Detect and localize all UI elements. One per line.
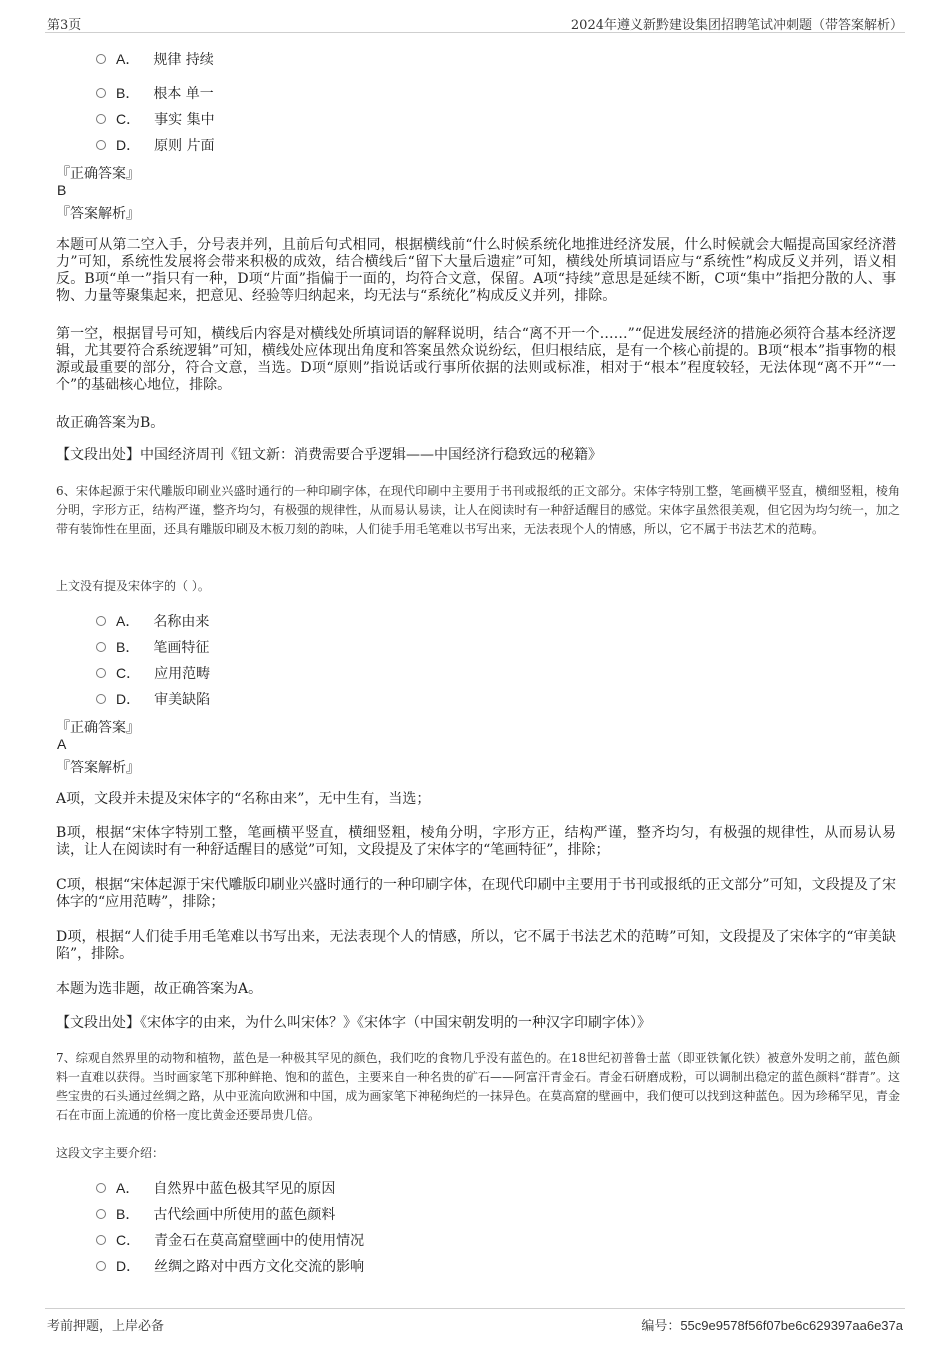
q6-source: 【文段出处】《宋体字的由来，为什么叫宋体？》《宋体字（中国宋朝发明的一种汉字印刷字体）》 xyxy=(56,1015,651,1031)
radio-icon[interactable] xyxy=(96,1183,106,1193)
radio-icon[interactable] xyxy=(96,642,106,652)
q7-question-text: 7、综观自然界里的动物和植物，蓝色是一种极其罕见的颜色，我们吃的食物几乎没有蓝色的。在18世纪初普鲁士蓝（即亚铁氰化铁）被意外发明之前，蓝色颜料一直难以获得。当时画家笔下那种鲜艳、饱和的蓝色，主要来自一种名贵的矿石——阿富汗青金石。青金石研磨成粉，可以调制出稳定的蓝色颜料“群青”。这些宝贵的石头通过丝绸之路，从中亚流向欧洲和中国，成为画家笔下神秘绚烂的一抹异色。在莫高窟的壁画中，我们便可以找到这种蓝色。因为珍稀罕见，青金石在市面上流通的价格一度比黄金还要昂贵几倍。 xyxy=(56,1051,900,1122)
radio-icon[interactable] xyxy=(96,668,106,678)
q5-option-a[interactable]: A． 规律 持续 xyxy=(96,49,214,69)
q7-option-b[interactable]: B． 古代绘画中所使用的蓝色颜料 xyxy=(96,1204,335,1224)
q6-analysis-paragraph: C项，根据“宋体起源于宋代雕版印刷业兴盛时通行的一种印刷字体，在现代印刷中主要用于书刊或报纸的正文部分”可知，文段提及了宋体字的“应用范畴”，排除； xyxy=(56,877,896,910)
q6-analysis-conclusion: 本题为选非题，故正确答案为A。 xyxy=(56,981,263,997)
q6-answer-label: 『正确答案』 xyxy=(56,720,140,736)
radio-icon[interactable] xyxy=(96,1261,106,1271)
radio-icon[interactable] xyxy=(96,616,106,626)
q7-prompt: 这段文字主要介绍： xyxy=(56,1146,165,1160)
document-id-label: 编号： xyxy=(641,1319,681,1334)
q5-source: 【文段出处】中国经济周刊《钮文新：消费需要合乎逻辑——中国经济行稳致远的秘籍》 xyxy=(56,447,602,463)
radio-icon[interactable] xyxy=(96,1209,106,1219)
q5-analysis-paragraph: 本题可从第二空入手，分号表并列，且前后句式相同，根据横线前“什么时候系统化地推进经济发展，什么时候就会大幅提高国家经济潜力”可知，系统性发展将会带来积极的成效，结合横线后“留下大量后遗症”可知，横线处所填词语应与“系统性”构成反义并列，语义相反。B项“单一”指只有一种，D项“片面”指偏于一面的，均符合文意，保留。A项“持续”意思是延续不断，C项“集中”指把分散的人、事物、力量等聚集起来，把意见、经验等归纳起来，均无法与“系统化”构成反义并列，排除。 xyxy=(56,237,896,304)
q5-option-b[interactable]: B． 根本 单一 xyxy=(96,83,214,103)
q6-analysis-paragraph: A项，文段并未提及宋体字的“名称由来”，无中生有，当选； xyxy=(56,791,431,807)
q5-answer: B xyxy=(57,182,67,198)
q6-option-a[interactable]: A． 名称由来 xyxy=(96,611,209,631)
q6-answer: A xyxy=(57,736,67,752)
q6-question-text: 6、宋体起源于宋代雕版印刷业兴盛时通行的一种印刷字体，在现代印刷中主要用于书刊或报纸的正文部分。宋体字特别工整，笔画横平竖直，横细竖粗，棱角分明，字形方正，结构严谨，整齐均匀，有极强的规律性，从而易认易读，让人在阅读时有一种舒适醒目的感觉。宋体字虽然很美观，但它因为均匀统一，加之带有装饰性在里面，还具有雕版印刷及木板刀刻的韵味，人们徒手用毛笔难以书写出来，无法表现个人的情感，所以，它不属于书法艺术的范畴。 xyxy=(56,484,900,536)
q6-option-d[interactable]: D． 审美缺陷 xyxy=(96,689,210,709)
q5-analysis-label: 『答案解析』 xyxy=(56,206,140,222)
q6-option-b[interactable]: B． 笔画特征 xyxy=(96,637,209,657)
document-title: 2024年遵义新黔建设集团招聘笔试冲刺题（带答案解析） xyxy=(570,18,903,33)
radio-icon[interactable] xyxy=(96,140,106,150)
q6-analysis-label: 『答案解析』 xyxy=(56,760,140,776)
q6-option-c[interactable]: C． 应用范畴 xyxy=(96,663,210,683)
document-id xyxy=(641,1315,903,1334)
page-header xyxy=(45,12,905,33)
q5-answer-label: 『正确答案』 xyxy=(56,166,140,182)
q5-analysis-conclusion: 故正确答案为B。 xyxy=(56,415,165,431)
page-number: 第3页 xyxy=(47,18,82,33)
q7-option-c[interactable]: C． 青金石在莫高窟壁画中的使用情况 xyxy=(96,1230,364,1250)
q6-analysis-paragraph: B项，根据“宋体字特别工整，笔画横平竖直，横细竖粗，棱角分明，字形方正，结构严谨，整齐均匀，有极强的规律性，从而易认易读，让人在阅读时有一种舒适醒目的感觉”可知，文段提及了宋体字的“笔画特征”，排除； xyxy=(56,825,896,858)
radio-icon[interactable] xyxy=(96,1235,106,1245)
q6-analysis-paragraph: D项，根据“人们徒手用毛笔难以书写出来，无法表现个人的情感，所以，它不属于书法艺术的范畴”可知，文段提及了宋体字的“审美缺陷”，排除。 xyxy=(56,929,896,962)
radio-icon[interactable] xyxy=(96,88,106,98)
radio-icon[interactable] xyxy=(96,694,106,704)
radio-icon[interactable] xyxy=(96,114,106,124)
footer-slogan: 考前押题，上岸必备 xyxy=(47,1319,165,1334)
document-id-value: 55c9e9578f56f07be6c629397aa6e37a xyxy=(680,1318,903,1333)
q5-analysis-paragraph: 第一空，根据冒号可知，横线后内容是对横线处所填词语的解释说明，结合“离不开一个……”“促进发展经济的措施必须符合基本经济逻辑，尤其要符合系统逻辑”可知，横线处应体现出角度和答案虽然众说纷纭，但归根结底，是有一个核心前提的。B项“根本”指事物的根源或最重要的部分，符合文意，当选。D项“原则”指说话或行事所依据的法则或标准，相对于“根本”程度较轻，无法体现“离不开”“一个”的基础核心地位，排除。 xyxy=(56,326,896,393)
radio-icon[interactable] xyxy=(96,54,106,64)
q5-option-d[interactable]: D． 原则 片面 xyxy=(96,135,215,155)
q7-option-d[interactable]: D． 丝绸之路对中西方文化交流的影响 xyxy=(96,1256,364,1276)
q7-option-a[interactable]: A． 自然界中蓝色极其罕见的原因 xyxy=(96,1178,335,1198)
page-footer xyxy=(45,1308,905,1337)
q6-prompt: 上文没有提及宋体字的（ ）。 xyxy=(56,579,210,593)
q5-option-c[interactable]: C． 事实 集中 xyxy=(96,109,215,129)
